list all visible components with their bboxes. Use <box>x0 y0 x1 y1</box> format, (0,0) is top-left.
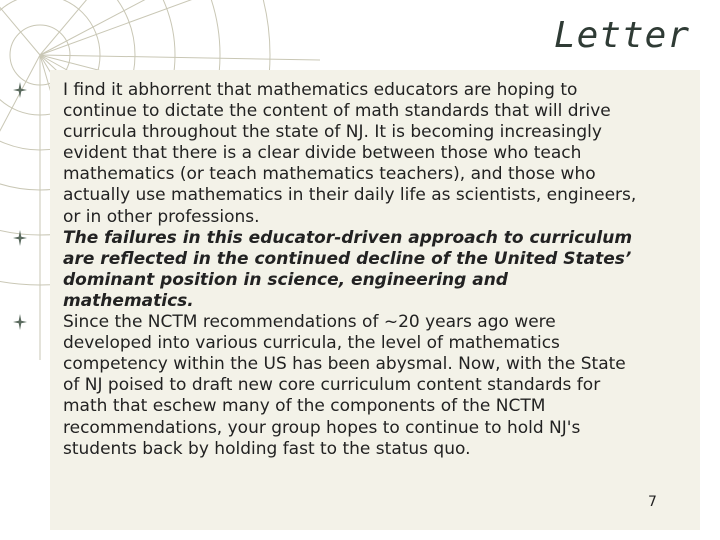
slide-title: Letter <box>553 15 690 56</box>
bullet-item <box>8 228 640 312</box>
four-point-star-icon <box>12 81 28 99</box>
four-point-star-icon <box>12 313 28 331</box>
bullet-text: Since the NCTM recommendations of ~20 years ago were developed into various curricula, the level of mathematics competency within the US has been abysmal. Now, with the State of NJ poised to draft new core curriculum content standards for math that eschew many of the components of the NCTM recommendations, your group hopes to continue to hold NJ's students back by holding fast to the status quo. <box>63 312 626 459</box>
page-number: 7 <box>648 494 657 510</box>
bullet-item <box>8 80 640 228</box>
bullet-text-emphasis: The failures in this educator-driven approach to curriculum are reflected in the continued decline of the United States’ dominant position in science, engineering and mathematics. <box>63 227 633 311</box>
bullet-item <box>8 312 640 460</box>
four-point-star-icon <box>12 229 28 247</box>
bullet-list <box>8 80 640 460</box>
bullet-text: I find it abhorrent that mathematics educators are hoping to continue to dictate the content of math standards that will drive curricula throughout the state of NJ. It is becoming increasingly evident that there is a clear divide between those who teach mathematics (or teach mathematics teachers), and those who actually use mathematics in their daily life as scientists, engineers, or in other professions. <box>63 80 637 227</box>
